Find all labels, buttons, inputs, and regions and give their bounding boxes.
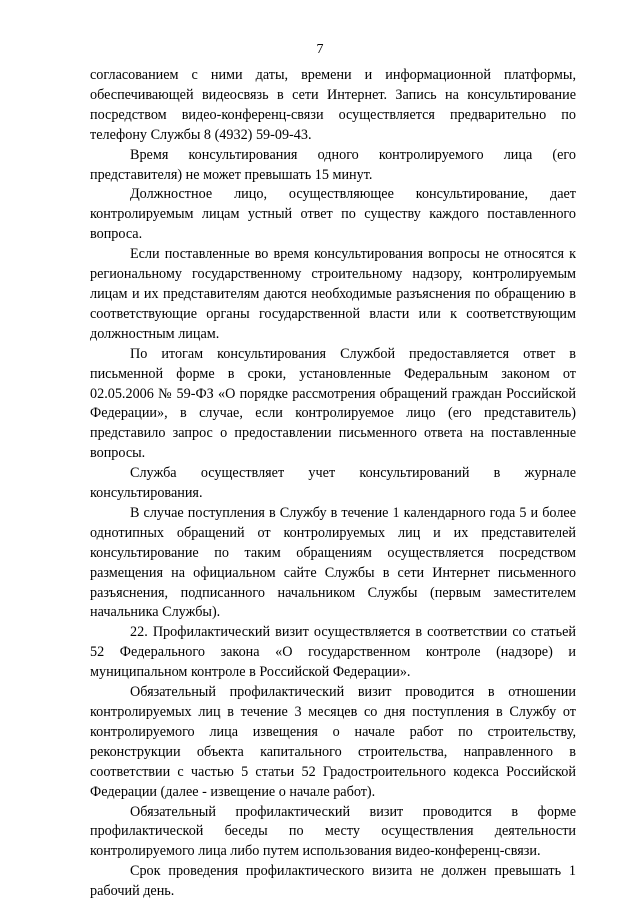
document-body bbox=[90, 66, 576, 902]
paragraph: Обязательный профилактический визит проводится в отношении контролируемых лиц в течение 3 месяцев со дня поступления в Службу от контролируемого лица извещения о начале работ по строительству, реконструкции объекта капитального строительства, направленного в соответствии с частью 5 статьи 52 Градостроительного кодекса Российской Федерации (далее - извещение о начале работ). bbox=[90, 684, 576, 800]
paragraph: Обязательный профилактический визит проводится в форме профилактической беседы по месту осуществления деятельности контролируемого лица либо путем использования видео-конференц-связи. bbox=[90, 803, 576, 860]
paragraph: В случае поступления в Службу в течение 1 календарного года 5 и более однотипных обращений от контролируемых лиц и их представителей консультирование по таким обращениям осуществляется посредством размещения на официальном сайте Службы в сети Интернет письменного разъяснения, подписанного начальником Службы (первым заместителем начальника Службы). bbox=[90, 504, 576, 621]
paragraph: Время консультирования одного контролируемого лица (его представителя) не может превышать 15 минут. bbox=[90, 146, 576, 183]
paragraph: 22. Профилактический визит осуществляется в соответствии со статьей 52 Федерального закона «О государственном контроле (надзоре) и муниципальном контроле в Российской Федерации». bbox=[90, 624, 576, 681]
paragraph: Если поставленные во время консультирования вопросы не относятся к региональному государственному строительному надзору, контролируемым лицам и их представителям даются необходимые разъяснения по обращению в соответствующие органы государственной власти или к соответствующим должностным лицам. bbox=[90, 246, 576, 342]
paragraph: По итогам консультирования Службой предоставляется ответ в письменной форме в сроки, установленные Федеральным законом от 02.05.2006 № 59-ФЗ «О порядке рассмотрения обращений граждан Российской Федерации», в случае, если контролируемое лицо (его представитель) представило запрос о предоставлении письменного ответа на поставленные вопросы. bbox=[90, 345, 576, 462]
paragraph: согласованием с ними даты, времени и информационной платформы, обеспечивающей видеосвязь в сети Интернет. Запись на консультирование посредством видео-конференц-связи осуществляется предварительно по телефону Службы 8 (4932) 59-09-43. bbox=[90, 67, 576, 143]
paragraph: Должностное лицо, осуществляющее консультирование, дает контролируемым лицам устный ответ по существу каждого поставленного вопроса. bbox=[90, 186, 576, 243]
paragraph: Срок проведения профилактического визита не должен превышать 1 рабочий день. bbox=[90, 863, 576, 900]
page-number: 7 bbox=[316, 42, 324, 57]
paragraph: Служба осуществляет учет консультирований в журнале консультирования. bbox=[90, 465, 576, 502]
